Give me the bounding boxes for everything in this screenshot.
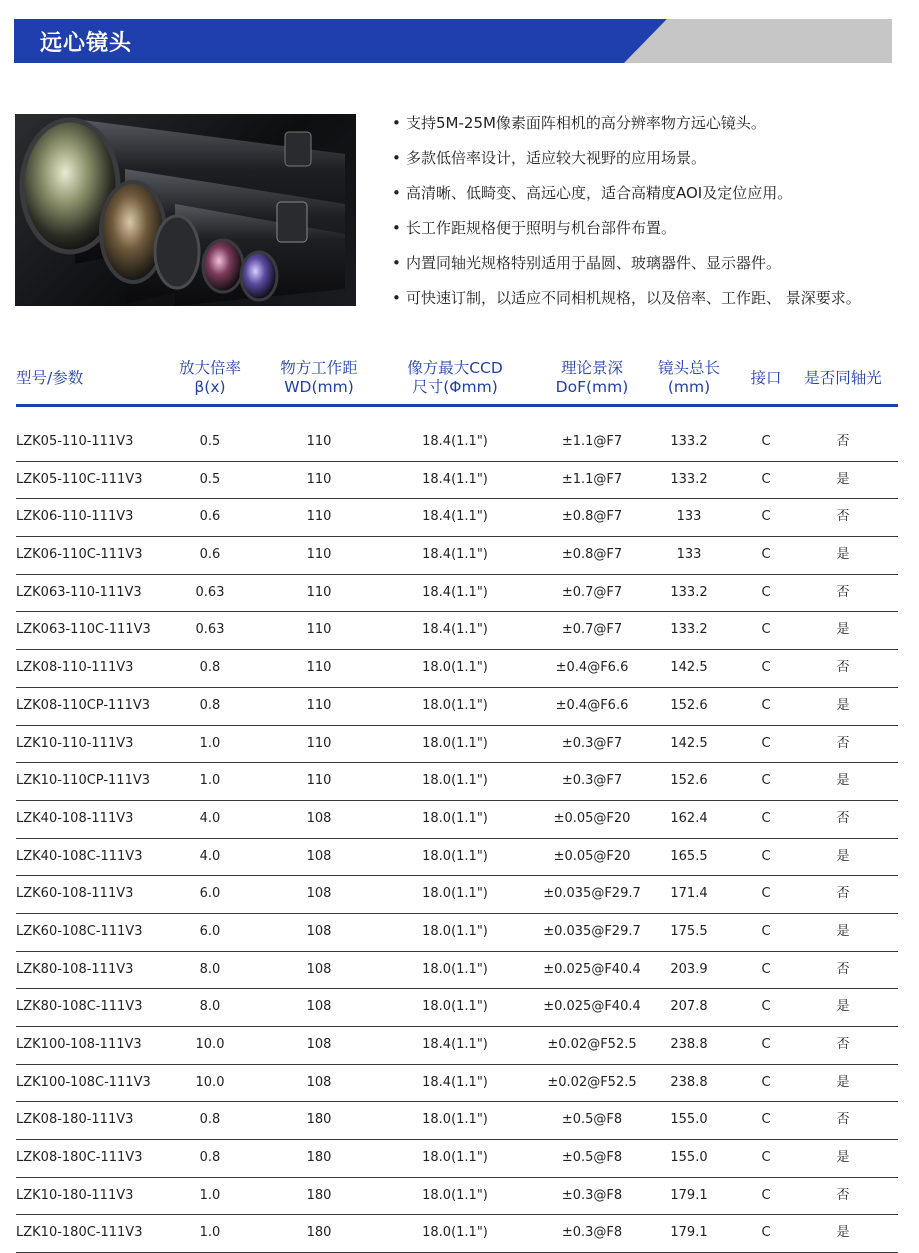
table-row <box>16 537 898 575</box>
header-cell-total-length <box>646 352 732 404</box>
cell-model: LZK08-110-111V3 <box>16 660 134 676</box>
feature-text: 高清晰、低畸变、高远心度，适合高精度AOI及定位应用。 <box>406 184 793 202</box>
cell-total-length: 179.1 <box>670 1187 708 1203</box>
header-sublabel: 尺寸(Φmm) <box>412 378 498 396</box>
cell-working-distance: 110 <box>306 622 332 638</box>
cell-magnification: 0.5 <box>199 471 221 487</box>
cell-ccd-size: 18.4(1.1") <box>422 434 488 449</box>
cell-magnification: 8.0 <box>199 961 221 977</box>
cell-ccd-size: 18.0(1.1") <box>422 697 488 713</box>
cell-total-length: 133.2 <box>670 471 708 487</box>
cell-mount: C <box>761 773 771 789</box>
cell-mount: C <box>761 848 771 864</box>
header-cell-model <box>16 352 166 404</box>
cell-total-length: 142.5 <box>670 735 708 751</box>
cell-coaxial-light: 是 <box>836 471 850 487</box>
cell-model: LZK100-108-111V3 <box>16 1037 142 1052</box>
cell-coaxial-light: 否 <box>836 1112 850 1128</box>
cell-mount: C <box>761 886 771 902</box>
table-row <box>16 1178 898 1216</box>
feature-item <box>392 250 917 285</box>
cell-mount: C <box>761 622 771 638</box>
cell-mount: C <box>761 1150 771 1166</box>
cell-model: LZK06-110C-111V3 <box>16 547 143 563</box>
cell-working-distance: 108 <box>306 886 332 902</box>
cell-magnification: 1.0 <box>199 735 221 751</box>
cell-total-length: 155.0 <box>670 1112 708 1128</box>
table-row <box>16 462 898 500</box>
cell-total-length: 133.2 <box>670 622 708 638</box>
cell-total-length: 133.2 <box>670 434 708 449</box>
cell-working-distance: 108 <box>306 848 332 864</box>
header-label: 理论景深 <box>560 359 623 377</box>
header-label: 放大倍率 <box>178 359 241 377</box>
cell-model: LZK05-110-111V3 <box>16 434 134 449</box>
header-cell-working-distance <box>264 352 374 404</box>
cell-mount: C <box>761 1225 771 1241</box>
cell-coaxial-light: 否 <box>836 584 850 600</box>
cell-working-distance: 110 <box>306 509 332 525</box>
cell-magnification: 0.5 <box>199 434 221 449</box>
cell-depth-of-field: ±0.5@F8 <box>561 1112 623 1128</box>
cell-ccd-size: 18.0(1.1") <box>422 1112 488 1128</box>
cell-model: LZK40-108C-111V3 <box>16 848 143 864</box>
cell-ccd-size: 18.0(1.1") <box>422 773 488 789</box>
cell-model: LZK100-108C-111V3 <box>16 1074 151 1090</box>
cell-model: LZK08-180-111V3 <box>16 1112 134 1128</box>
cell-model: LZK40-108-111V3 <box>16 810 134 826</box>
cell-model: LZK80-108C-111V3 <box>16 999 143 1015</box>
cell-ccd-size: 18.4(1.1") <box>422 471 488 487</box>
cell-working-distance: 180 <box>306 1112 332 1128</box>
feature-text: 可快速订制，以适应不同相机规格，以及倍率、工作距、 景深要求。 <box>406 289 861 307</box>
table-row <box>16 1065 898 1103</box>
cell-ccd-size: 18.0(1.1") <box>422 1150 488 1166</box>
cell-magnification: 0.6 <box>199 509 221 525</box>
cell-ccd-size: 18.4(1.1") <box>422 622 488 638</box>
cell-magnification: 1.0 <box>199 773 221 789</box>
cell-coaxial-light: 否 <box>836 1187 850 1203</box>
table-row <box>16 612 898 650</box>
table-header <box>16 352 898 407</box>
cell-depth-of-field: ±0.8@F7 <box>561 547 623 563</box>
cell-depth-of-field: ±0.02@F52.5 <box>547 1074 637 1090</box>
header-cell-depth-of-field <box>536 352 648 404</box>
cell-total-length: 179.1 <box>670 1225 708 1241</box>
cell-working-distance: 108 <box>306 1074 332 1090</box>
table-row <box>16 1140 898 1178</box>
table-row <box>16 424 898 462</box>
cell-total-length: 133 <box>676 509 702 525</box>
header-cell-ccd-size <box>384 352 526 404</box>
product-photo <box>15 114 356 306</box>
bullet-icon: • <box>392 289 401 307</box>
feature-text: 内置同轴光规格特别适用于晶圆、玻璃器件、显示器件。 <box>406 254 782 272</box>
cell-coaxial-light: 是 <box>836 1150 850 1166</box>
cell-mount: C <box>761 660 771 676</box>
cell-working-distance: 108 <box>306 961 332 977</box>
cell-magnification: 6.0 <box>199 886 221 902</box>
table-row <box>16 801 898 839</box>
cell-mount: C <box>761 697 771 713</box>
cell-ccd-size: 18.4(1.1") <box>422 584 488 600</box>
cell-working-distance: 108 <box>306 1037 332 1052</box>
cell-coaxial-light: 是 <box>836 999 850 1015</box>
cell-total-length: 171.4 <box>670 886 708 902</box>
spec-table <box>16 352 898 1253</box>
section-title: 远心镜头 <box>40 31 133 56</box>
cell-mount: C <box>761 434 771 449</box>
cell-model: LZK80-108-111V3 <box>16 961 134 977</box>
cell-ccd-size: 18.0(1.1") <box>422 660 488 676</box>
table-row <box>16 1215 898 1253</box>
cell-working-distance: 110 <box>306 697 332 713</box>
cell-depth-of-field: ±0.05@F20 <box>553 810 631 826</box>
bullet-icon: • <box>392 254 401 272</box>
bullet-icon: • <box>392 149 401 167</box>
cell-depth-of-field: ±0.4@F6.6 <box>555 697 629 713</box>
feature-item <box>392 110 917 145</box>
feature-item <box>392 145 917 180</box>
cell-magnification: 0.6 <box>199 547 221 563</box>
cell-depth-of-field: ±0.025@F40.4 <box>543 999 641 1015</box>
cell-working-distance: 180 <box>306 1150 332 1166</box>
cell-total-length: 152.6 <box>670 697 708 713</box>
cell-ccd-size: 18.4(1.1") <box>422 1037 488 1052</box>
cell-total-length: 165.5 <box>670 848 708 864</box>
bullet-icon: • <box>392 114 401 132</box>
cell-mount: C <box>761 471 771 487</box>
cell-working-distance: 180 <box>306 1225 332 1241</box>
cell-model: LZK08-110CP-111V3 <box>16 697 151 713</box>
cell-coaxial-light: 否 <box>836 735 850 751</box>
cell-depth-of-field: ±0.3@F7 <box>561 773 623 789</box>
cell-depth-of-field: ±0.02@F52.5 <box>547 1037 637 1052</box>
cell-total-length: 207.8 <box>670 999 708 1015</box>
cell-model: LZK60-108C-111V3 <box>16 923 143 939</box>
cell-coaxial-light: 是 <box>836 697 850 713</box>
feature-text: 支持5M-25M像素面阵相机的高分辨率物方远心镜头。 <box>406 114 766 132</box>
cell-depth-of-field: ±0.3@F7 <box>561 735 623 751</box>
cell-ccd-size: 18.0(1.1") <box>422 848 488 864</box>
header-label: 是否同轴光 <box>804 368 882 387</box>
cell-ccd-size: 18.0(1.1") <box>422 999 488 1015</box>
cell-coaxial-light: 否 <box>836 509 850 525</box>
feature-text: 多款低倍率设计，适应较大视野的应用场景。 <box>406 149 707 167</box>
table-row <box>16 876 898 914</box>
cell-total-length: 162.4 <box>670 810 708 826</box>
cell-depth-of-field: ±0.05@F20 <box>553 848 631 864</box>
cell-total-length: 238.8 <box>670 1037 708 1052</box>
cell-mount: C <box>761 1112 771 1128</box>
cell-working-distance: 110 <box>306 660 332 676</box>
cell-magnification: 0.8 <box>199 660 221 676</box>
feature-item <box>392 215 917 250</box>
cell-depth-of-field: ±0.5@F8 <box>561 1150 623 1166</box>
cell-coaxial-light: 是 <box>836 848 850 864</box>
cell-mount: C <box>761 923 771 939</box>
cell-magnification: 4.0 <box>199 848 221 864</box>
cell-ccd-size: 18.0(1.1") <box>422 961 488 977</box>
header-cell-magnification <box>166 352 254 404</box>
cell-ccd-size: 18.0(1.1") <box>422 923 488 939</box>
cell-ccd-size: 18.4(1.1") <box>422 1074 488 1090</box>
cell-model: LZK10-110-111V3 <box>16 735 134 751</box>
cell-working-distance: 110 <box>306 434 332 449</box>
feature-text: 长工作距规格便于照明与机台部件布置。 <box>406 219 677 237</box>
cell-coaxial-light: 是 <box>836 923 850 939</box>
cell-model: LZK05-110C-111V3 <box>16 471 143 487</box>
cell-magnification: 6.0 <box>199 923 221 939</box>
cell-model: LZK10-180C-111V3 <box>16 1225 143 1241</box>
cell-coaxial-light: 是 <box>836 547 850 563</box>
feature-list <box>392 110 917 320</box>
header-label: 型号/参数 <box>16 368 84 387</box>
cell-coaxial-light: 否 <box>836 886 850 902</box>
cell-depth-of-field: ±0.4@F6.6 <box>555 660 629 676</box>
cell-depth-of-field: ±0.3@F8 <box>561 1187 623 1203</box>
cell-working-distance: 108 <box>306 999 332 1015</box>
cell-depth-of-field: ±0.8@F7 <box>561 509 623 525</box>
cell-mount: C <box>761 547 771 563</box>
cell-ccd-size: 18.0(1.1") <box>422 1225 488 1241</box>
cell-total-length: 133.2 <box>670 584 708 600</box>
cell-ccd-size: 18.0(1.1") <box>422 735 488 751</box>
cell-coaxial-light: 否 <box>836 1037 850 1052</box>
cell-depth-of-field: ±1.1@F7 <box>561 434 623 449</box>
banner-gray-band <box>624 19 892 63</box>
cell-total-length: 133 <box>676 547 702 563</box>
table-row <box>16 575 898 613</box>
cell-mount: C <box>761 1187 771 1203</box>
cell-magnification: 0.63 <box>195 622 225 638</box>
cell-working-distance: 110 <box>306 471 332 487</box>
cell-working-distance: 180 <box>306 1187 332 1203</box>
cell-magnification: 0.8 <box>199 697 221 713</box>
cell-coaxial-light: 否 <box>836 961 850 977</box>
cell-mount: C <box>761 1037 771 1052</box>
header-cell-mount <box>741 352 791 404</box>
cell-total-length: 155.0 <box>670 1150 708 1166</box>
cell-model: LZK08-180C-111V3 <box>16 1150 143 1166</box>
cell-coaxial-light: 否 <box>836 434 850 449</box>
cell-magnification: 4.0 <box>199 810 221 826</box>
table-row <box>16 763 898 801</box>
cell-mount: C <box>761 1074 771 1090</box>
cell-total-length: 152.6 <box>670 773 708 789</box>
table-row <box>16 914 898 952</box>
table-row <box>16 1102 898 1140</box>
cell-model: LZK10-180-111V3 <box>16 1187 134 1203</box>
cell-working-distance: 108 <box>306 810 332 826</box>
feature-item <box>392 180 917 215</box>
cell-magnification: 1.0 <box>199 1225 221 1241</box>
cell-working-distance: 108 <box>306 923 332 939</box>
cell-depth-of-field: ±0.025@F40.4 <box>543 961 641 977</box>
table-row <box>16 989 898 1027</box>
cell-depth-of-field: ±0.3@F8 <box>561 1225 623 1241</box>
cell-mount: C <box>761 999 771 1015</box>
section-banner <box>14 19 892 63</box>
header-spacer <box>16 407 898 424</box>
cell-depth-of-field: ±0.7@F7 <box>561 584 623 600</box>
cell-mount: C <box>761 584 771 600</box>
header-sublabel: β(x) <box>194 378 226 396</box>
table-row <box>16 499 898 537</box>
cell-working-distance: 110 <box>306 547 332 563</box>
bullet-icon: • <box>392 184 401 202</box>
cell-coaxial-light: 是 <box>836 622 850 638</box>
header-sublabel: WD(mm) <box>284 378 354 396</box>
telecentric-lenses-illustration <box>15 114 356 306</box>
cell-working-distance: 110 <box>306 773 332 789</box>
cell-coaxial-light: 否 <box>836 810 850 826</box>
header-label: 接口 <box>750 368 782 387</box>
cell-working-distance: 110 <box>306 735 332 751</box>
cell-total-length: 175.5 <box>670 923 708 939</box>
header-label: 镜头总长 <box>657 359 720 377</box>
cell-ccd-size: 18.0(1.1") <box>422 810 488 826</box>
header-cell-coaxial-light <box>794 352 892 404</box>
table-row <box>16 726 898 764</box>
cell-model: LZK06-110-111V3 <box>16 509 134 525</box>
cell-magnification: 1.0 <box>199 1187 221 1203</box>
table-row <box>16 1027 898 1065</box>
cell-magnification: 0.8 <box>199 1150 221 1166</box>
cell-model: LZK10-110CP-111V3 <box>16 773 151 789</box>
header-label: 像方最大CCD <box>407 359 503 377</box>
cell-mount: C <box>761 509 771 525</box>
table-row <box>16 688 898 726</box>
cell-model: LZK063-110C-111V3 <box>16 622 151 638</box>
cell-magnification: 10.0 <box>195 1074 225 1090</box>
cell-model: LZK063-110-111V3 <box>16 584 142 600</box>
cell-ccd-size: 18.0(1.1") <box>422 886 488 902</box>
header-sublabel: (mm) <box>667 378 711 396</box>
cell-magnification: 10.0 <box>195 1037 225 1052</box>
cell-depth-of-field: ±1.1@F7 <box>561 471 623 487</box>
header-label: 物方工作距 <box>280 359 358 377</box>
cell-mount: C <box>761 961 771 977</box>
table-row <box>16 952 898 990</box>
feature-item <box>392 285 917 320</box>
cell-model: LZK60-108-111V3 <box>16 886 134 902</box>
cell-working-distance: 110 <box>306 584 332 600</box>
cell-magnification: 8.0 <box>199 999 221 1015</box>
cell-total-length: 142.5 <box>670 660 708 676</box>
cell-mount: C <box>761 810 771 826</box>
cell-total-length: 238.8 <box>670 1074 708 1090</box>
table-row <box>16 650 898 688</box>
bullet-icon: • <box>392 219 401 237</box>
cell-coaxial-light: 否 <box>836 660 850 676</box>
cell-ccd-size: 18.4(1.1") <box>422 547 488 563</box>
cell-magnification: 0.63 <box>195 584 225 600</box>
header-sublabel: DoF(mm) <box>555 378 629 396</box>
cell-magnification: 0.8 <box>199 1112 221 1128</box>
cell-ccd-size: 18.4(1.1") <box>422 509 488 525</box>
table-row <box>16 839 898 877</box>
cell-depth-of-field: ±0.035@F29.7 <box>543 886 641 902</box>
cell-coaxial-light: 是 <box>836 1225 850 1241</box>
cell-mount: C <box>761 735 771 751</box>
cell-ccd-size: 18.0(1.1") <box>422 1187 488 1203</box>
cell-coaxial-light: 是 <box>836 773 850 789</box>
cell-total-length: 203.9 <box>670 961 708 977</box>
cell-depth-of-field: ±0.7@F7 <box>561 622 623 638</box>
cell-depth-of-field: ±0.035@F29.7 <box>543 923 641 939</box>
table-body <box>16 424 898 1253</box>
cell-coaxial-light: 是 <box>836 1074 850 1090</box>
